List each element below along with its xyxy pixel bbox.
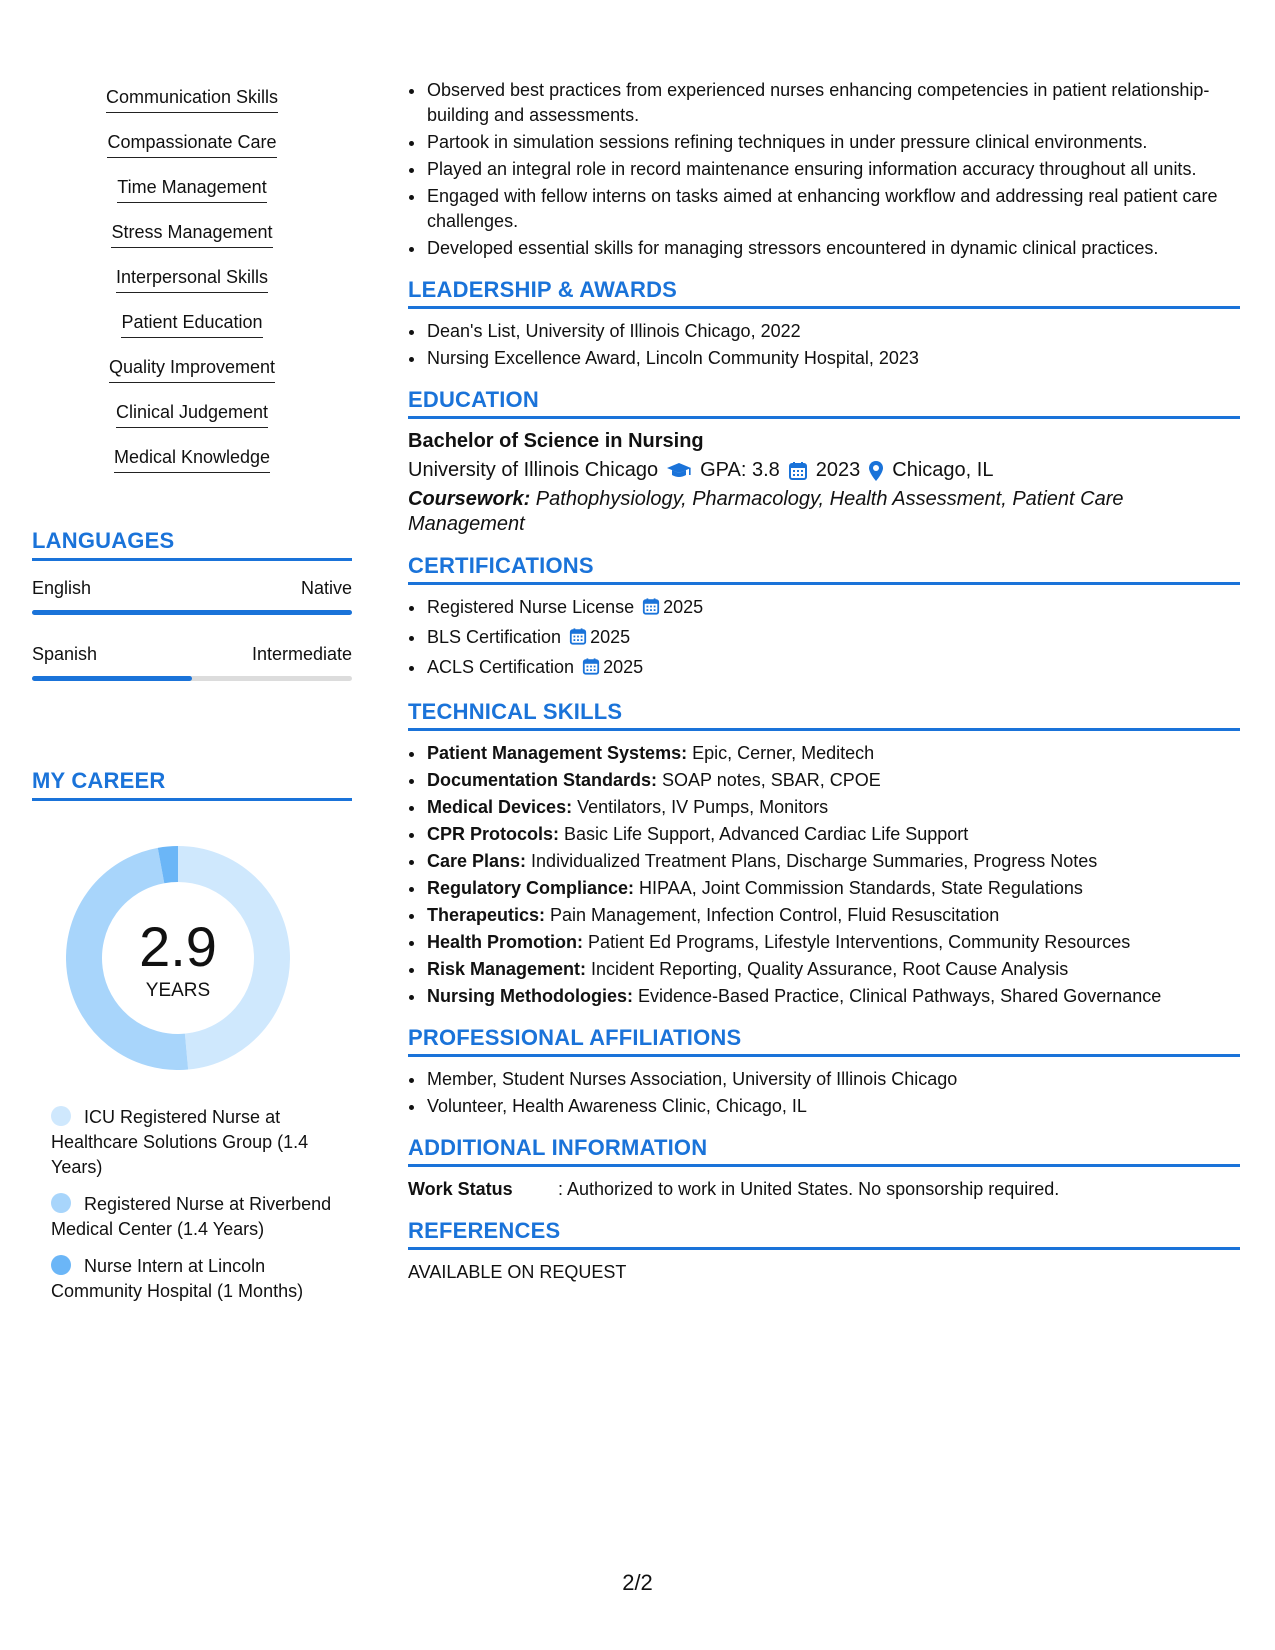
languages-title: LANGUAGES — [32, 528, 352, 561]
certifications-section — [408, 553, 1240, 683]
references-section — [408, 1218, 1240, 1285]
technical-skill-values: Patient Ed Programs, Lifestyle Interventions, Community Resources — [583, 932, 1131, 952]
language-level-bar — [32, 676, 352, 681]
technical-skill-item — [426, 984, 1240, 1009]
technical-skill-item — [426, 849, 1240, 874]
career-title: MY CAREER — [32, 768, 352, 801]
technical-skill-category: Health Promotion: — [427, 932, 583, 952]
references-text: AVAILABLE ON REQUEST — [408, 1262, 627, 1282]
soft-skill-label: Stress Management — [111, 221, 272, 248]
soft-skill-item — [109, 356, 275, 401]
certification-name: Registered Nurse License — [427, 597, 635, 617]
soft-skill-item — [114, 446, 270, 491]
coursework-label: Coursework: — [408, 488, 531, 510]
graduation-year: 2023 — [815, 459, 861, 481]
certification-name: BLS Certification — [427, 627, 562, 647]
experience-bullet: • Engaged with fellow interns on tasks aimed at enhancing workflow and addressing real patient care challenges. — [426, 184, 1240, 234]
graduation-cap-icon — [666, 462, 692, 480]
soft-skill-item — [116, 401, 268, 446]
affiliations-title: PROFESSIONAL AFFILIATIONS — [408, 1025, 1240, 1057]
language-level: Native — [300, 578, 352, 598]
experience-bullet: • Developed essential skills for managing stressors encountered in dynamic clinical practices. — [426, 236, 1240, 261]
school-name: University of Illinois Chicago — [408, 459, 659, 481]
technical-skill-item — [426, 795, 1240, 820]
technical-skill-category: Medical Devices: — [427, 797, 573, 817]
coursework — [408, 487, 1240, 537]
location-pin-icon — [868, 460, 884, 482]
page-number: 2/2 — [622, 1570, 653, 1595]
technical-skill-item — [426, 930, 1240, 955]
award-item: • Dean's List, University of Illinois Chicago, 2022 — [426, 319, 1240, 344]
technical-skill-category: Therapeutics: — [427, 905, 546, 925]
technical-skill-values: HIPAA, Joint Commission Standards, State Regulations — [634, 878, 1083, 898]
language-row — [32, 644, 352, 665]
soft-skill-label: Interpersonal Skills — [116, 266, 268, 293]
leadership-title: LEADERSHIP & AWARDS — [408, 277, 1240, 309]
technical-skill-item — [426, 957, 1240, 982]
soft-skills-list — [32, 86, 352, 491]
education-section — [408, 387, 1240, 537]
work-status-row — [408, 1177, 1240, 1202]
work-status-value: : Authorized to work in United States. No sponsorship required. — [558, 1179, 1060, 1199]
certification-item — [426, 655, 1240, 683]
technical-skill-category: Nursing Methodologies: — [427, 986, 633, 1006]
additional-info-section — [408, 1135, 1240, 1202]
work-status-label: Work Status — [408, 1179, 513, 1199]
gpa: GPA: 3.8 — [700, 459, 780, 481]
experience-bullet: • Observed best practices from experienced nurses enhancing competencies in patient relationship-building and assessments. — [426, 78, 1240, 128]
experience-bullet: • Played an integral role in record maintenance ensuring information accuracy throughout all units. — [426, 157, 1240, 182]
technical-skill-values: Basic Life Support, Advanced Cardiac Life Support — [559, 824, 969, 844]
technical-skill-category: Care Plans: — [427, 851, 527, 871]
experience-bullets — [408, 78, 1240, 261]
technical-skills-title: TECHNICAL SKILLS — [408, 699, 1240, 731]
career-total-unit: YEARS — [145, 980, 211, 1001]
coursework-list: Pathophysiology, Pharmacology, Health Assessment, Patient Care Management — [408, 488, 1124, 535]
technical-skill-item — [426, 741, 1240, 766]
technical-skill-item — [426, 876, 1240, 901]
education-title: EDUCATION — [408, 387, 1240, 419]
career-donut-segment — [161, 864, 178, 866]
technical-skill-category: Documentation Standards: — [427, 770, 658, 790]
career-donut-svg — [66, 846, 290, 1070]
technical-skills-list — [408, 741, 1240, 1009]
calendar-icon — [582, 657, 600, 683]
career-legend-label: Registered Nurse at Riverbend Medical Center (1.4 Years) — [51, 1194, 332, 1239]
additional-info-title: ADDITIONAL INFORMATION — [408, 1135, 1240, 1167]
certification-year: 2025 — [663, 597, 704, 617]
technical-skills-section — [408, 699, 1240, 1009]
soft-skill-label: Medical Knowledge — [114, 446, 270, 473]
language-item — [32, 578, 352, 615]
soft-skill-label: Quality Improvement — [109, 356, 275, 383]
education-details — [408, 458, 1240, 483]
career-legend-item — [51, 1105, 351, 1180]
language-row — [32, 578, 352, 599]
career-legend — [51, 1105, 351, 1316]
certifications-title: CERTIFICATIONS — [408, 553, 1240, 585]
soft-skill-label: Patient Education — [121, 311, 262, 338]
technical-skill-values: Evidence-Based Practice, Clinical Pathways, Shared Governance — [633, 986, 1162, 1006]
soft-skill-item — [111, 221, 272, 266]
soft-skill-label: Clinical Judgement — [116, 401, 268, 428]
soft-skill-label: Compassionate Care — [107, 131, 276, 158]
right-column — [408, 78, 1240, 1285]
technical-skill-category: CPR Protocols: — [427, 824, 560, 844]
technical-skill-values: Epic, Cerner, Meditech — [687, 743, 875, 763]
language-level-fill — [32, 676, 192, 681]
language-item — [32, 644, 352, 681]
soft-skill-item — [121, 311, 262, 356]
technical-skill-values: Incident Reporting, Quality Assurance, Root Cause Analysis — [586, 959, 1069, 979]
affiliations-section — [408, 1025, 1240, 1119]
soft-skill-item — [116, 266, 268, 311]
technical-skill-values: Ventilators, IV Pumps, Monitors — [572, 797, 829, 817]
soft-skill-item — [106, 86, 278, 131]
leadership-list — [408, 319, 1240, 371]
technical-skill-item — [426, 768, 1240, 793]
certification-name: ACLS Certification — [427, 657, 575, 677]
soft-skill-item — [107, 131, 276, 176]
career-legend-label: Nurse Intern at Lincoln Community Hospital (1 Months) — [51, 1256, 304, 1301]
affiliation-item: • Member, Student Nurses Association, University of Illinois Chicago — [426, 1067, 1240, 1092]
degree-title: Bachelor of Science in Nursing — [408, 430, 704, 452]
certifications-list — [408, 595, 1240, 683]
soft-skill-label: Time Management — [117, 176, 266, 203]
technical-skill-values: Pain Management, Infection Control, Fluid Resuscitation — [545, 905, 1000, 925]
language-level-fill — [32, 610, 352, 615]
career-total-value: 2.9 — [139, 915, 217, 978]
technical-skill-item — [426, 903, 1240, 928]
language-name: English — [32, 578, 92, 598]
language-level-bar — [32, 610, 352, 615]
legend-dot-icon — [51, 1193, 71, 1213]
calendar-icon — [642, 597, 660, 623]
certification-item — [426, 595, 1240, 623]
career-legend-item — [51, 1192, 351, 1242]
calendar-icon — [569, 627, 587, 653]
soft-skill-label: Communication Skills — [106, 86, 278, 113]
technical-skill-values: SOAP notes, SBAR, CPOE — [657, 770, 881, 790]
affiliation-item: • Volunteer, Health Awareness Clinic, Chicago, IL — [426, 1094, 1240, 1119]
certification-item — [426, 625, 1240, 653]
legend-dot-icon — [51, 1255, 71, 1275]
references-title: REFERENCES — [408, 1218, 1240, 1250]
career-donut-chart — [66, 846, 290, 1070]
soft-skill-item — [117, 176, 266, 221]
award-item: • Nursing Excellence Award, Lincoln Community Hospital, 2023 — [426, 346, 1240, 371]
technical-skill-category: Regulatory Compliance: — [427, 878, 635, 898]
affiliations-list — [408, 1067, 1240, 1119]
calendar-icon — [788, 461, 808, 481]
technical-skill-category: Patient Management Systems: — [427, 743, 688, 763]
education-location: Chicago, IL — [892, 459, 994, 481]
experience-bullet: • Partook in simulation sessions refining techniques in under pressure clinical environments. — [426, 130, 1240, 155]
language-name: Spanish — [32, 644, 98, 664]
certification-year: 2025 — [603, 657, 644, 677]
career-legend-label: ICU Registered Nurse at Healthcare Solutions Group (1.4 Years) — [51, 1107, 309, 1177]
technical-skill-values: Individualized Treatment Plans, Discharge Summaries, Progress Notes — [526, 851, 1098, 871]
technical-skill-category: Risk Management: — [427, 959, 587, 979]
leadership-section — [408, 277, 1240, 371]
language-level: Intermediate — [251, 644, 352, 664]
certification-year: 2025 — [590, 627, 631, 647]
technical-skill-item — [426, 822, 1240, 847]
legend-dot-icon — [51, 1106, 71, 1126]
career-legend-item — [51, 1254, 351, 1304]
